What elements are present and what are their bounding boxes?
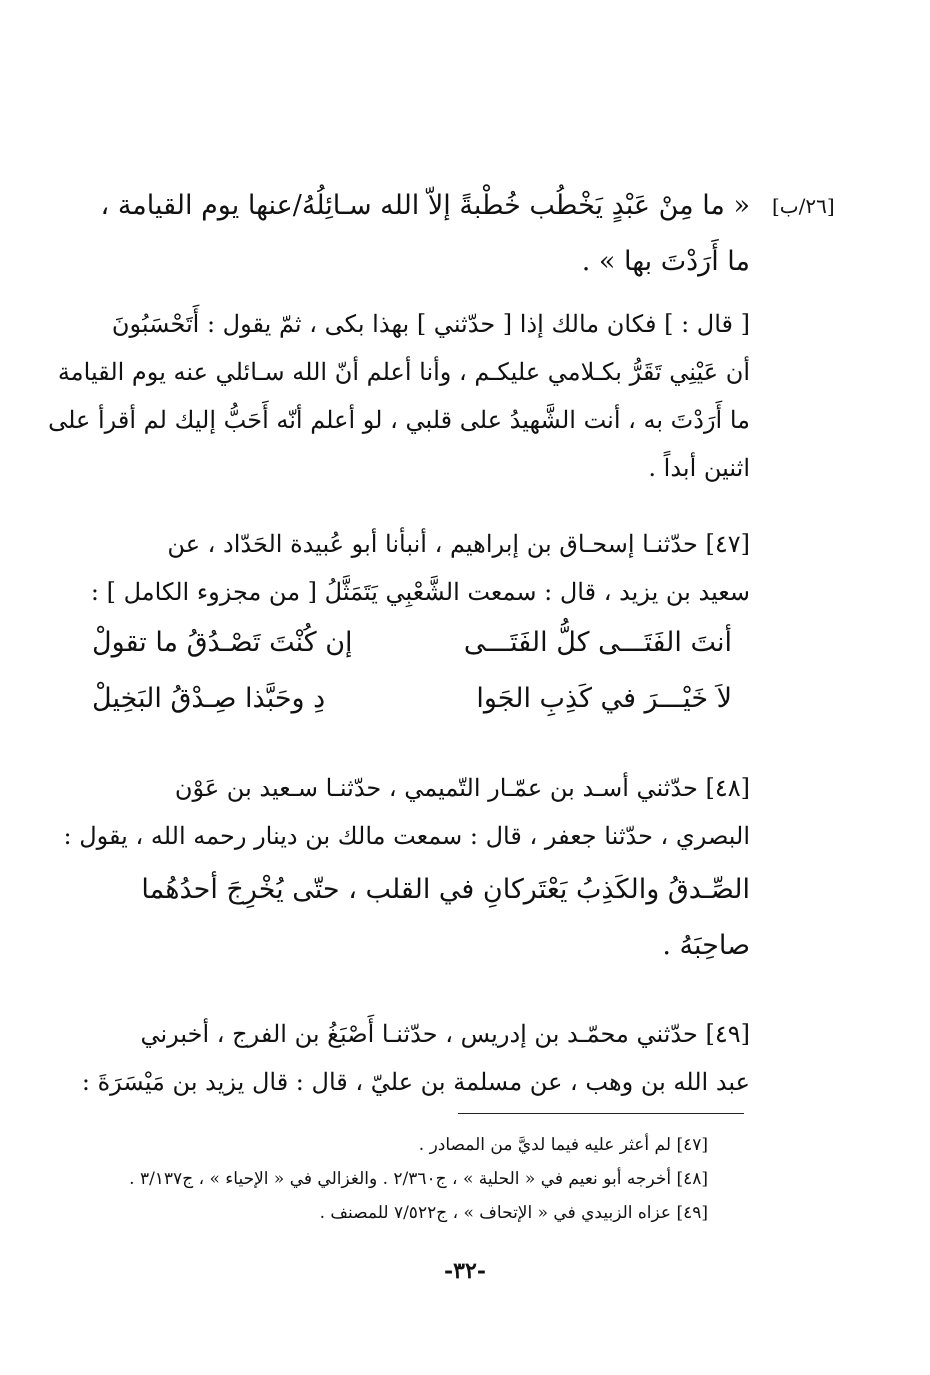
footnote: [٤٧] لم أعثر عليه فيما لديَّ من المصادر . — [418, 1135, 708, 1155]
page-number: -٣٢- — [444, 1258, 486, 1284]
hadith-48 — [63, 764, 750, 860]
text-line: اثنين أبداً . — [648, 454, 750, 482]
text-line: أن عَيْنِي تَقَرُّ بكـلامي عليكـم ، وأنا أعلم أنّ الله سـائلي عنه يوم القيامة — [57, 358, 750, 386]
poem — [92, 614, 732, 726]
manuscript-folio-note: [٢٦/ب] — [772, 194, 835, 218]
footnote-divider — [458, 1113, 744, 1114]
text-line: [٤٩] حدّثني محمّـد بن إدريس ، حدّثنـا أَصْبَغُ بن الفرج ، أخبرني — [140, 1020, 750, 1048]
hadith-quote — [78, 178, 750, 290]
text-line: [ قال : ] فكان مالك إذا [ حدّثني ] بهذا بكى ، ثمّ يقول : أَتَحْسَبُونَ — [111, 310, 750, 338]
verse-second-hemistich: دِ وحَبَّذا صِـدْقُ البَخِيلْ — [92, 682, 326, 714]
text-line: سعيد بن يزيد ، قال : سمعت الشَّعْبِي يَتَمَثَّلُ [ من مجزوء الكامل ] : — [90, 578, 750, 606]
hadith-49 — [78, 1010, 750, 1106]
text-line: الصِّـدقُ والكَذِبُ يَعْتَركانِ في القلب ، حتّى يُخْرِجَ أحدُهُما — [141, 874, 750, 905]
text-line: البصري ، حدّثنا جعفر ، قال : سمعت مالك بن دينار رحمه الله ، يقول : — [63, 822, 750, 850]
verse-second-hemistich: إن كُنْتَ تَصْـدُقُ ما تقولْ — [92, 626, 353, 658]
hadith-47 — [78, 520, 750, 616]
verse-first-hemistich: لاَ خَيْـــرَ في كَذِبِ الجَوا — [476, 682, 732, 714]
text-line: « ما مِنْ عَبْدٍ يَخْطُب خُطْبةً إلاّ الله سـائِلُهُ/عنها يوم القيامة ، — [100, 190, 750, 221]
hadith-48-saying — [78, 862, 750, 974]
text-line: صاحِبَهُ . — [662, 930, 750, 961]
footnotes — [88, 1128, 708, 1230]
poem-verse — [92, 670, 732, 726]
poem-verse — [92, 614, 732, 670]
text-line: ما أَرَدْتَ بها » . — [581, 246, 750, 277]
text-line: عبد الله بن وهب ، عن مسلمة بن عليّ ، قال : قال يزيد بن مَيْسَرَةَ : — [81, 1068, 750, 1096]
text-line: ما أَرَدْتَ به ، أنت الشَّهيدُ على قلبي ، لو أعلم أنّه أَحَبُّ إليك لم أقرأ على — [48, 406, 750, 434]
paragraph-malik — [48, 300, 750, 492]
text-line: [٤٨] حدّثني أسـد بن عمّـار التّميمي ، حدّثنـا سـعيد بن عَوْن — [174, 774, 750, 802]
verse-first-hemistich: أنتَ الفَتَـــى كلُّ الفَتَـــى — [463, 626, 732, 658]
footnote: [٤٩] عزاه الزبيدي في « الإتحاف » ، ج٧/٥٢٢ للمصنف . — [319, 1203, 708, 1223]
footnote: [٤٨] أخرجه أبو نعيم في « الحلية » ، ج٢/٣٦٠ . والغزالي في « الإحياء » ، ج٣/١٣٧ . — [129, 1169, 708, 1189]
text-line: [٤٧] حدّثنـا إسحـاق بن إبراهيم ، أنبأنا أبو عُبيدة الحَدّاد ، عن — [167, 530, 750, 558]
